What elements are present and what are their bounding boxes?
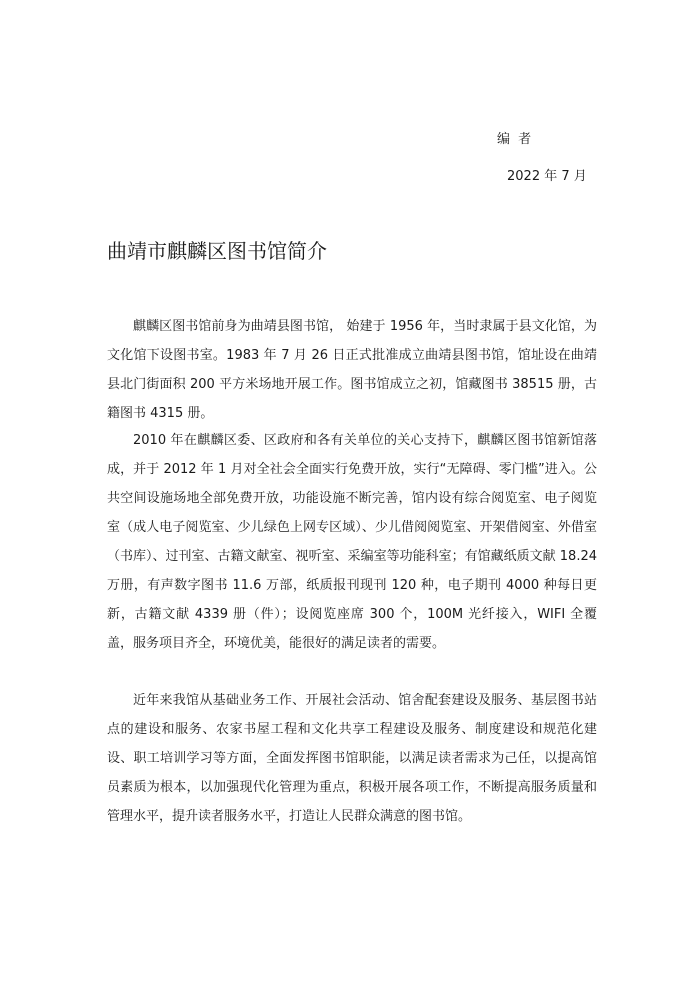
paragraph-history: 麒麟区图书馆前身为曲靖县图书馆， 始建于 1956 年，当时隶属于县文化馆，为文化馆下设图书室。1983 年 7 月 26 日正式批准成立曲靖县图书馆，馆址设在曲靖县北门街面积 200 平方米场地开展工作。图书馆成立之初，馆藏图书 38515 册，古籍图书 4315 册。 xyxy=(107,319,597,421)
paragraph-new-library: 2010 年在麒麟区委、区政府和各有关单位的关心支持下，麒麟区图书馆新馆落成，并于 2012 年 1 月对全社会全面实行免费开放，实行“无障碍、零门槛”进入。公共空间设施场地全部免费开放，功能设施不断完善，馆内设有综合阅览室、电子阅览室（成人电子阅览室、少儿绿色上网专区域）、少儿借阅阅览室、开架借阅室、外借室（书库）、过刊室、古籍文献室、视听室、采编室等功能科室；有馆藏纸质文献 18.24 万册，有声数字图书 11.6 万部，纸质报刊现刊 120 种，电子期刊 4000 种每日更新，古籍文献 4339 册（件）；设阅览座席 300 个，100M 光纤接入，WIFI 全覆盖，服务项目齐全，环境优美，能很好的满足读者的需要。 xyxy=(107,433,597,651)
signature-editor: 编 者 xyxy=(497,132,534,147)
signature-date: 2022 年 7 月 xyxy=(507,169,587,184)
document-title: 曲靖市麒麟区图书馆简介 xyxy=(107,239,327,263)
paragraph-recent-work: 近年来我馆从基础业务工作、开展社会活动、馆舍配套建设及服务、基层图书站点的建设和服务、农家书屋工程和文化共享工程建设及服务、制度建设和规范化建设、职工培训学习等方面，全面发挥图书馆职能，以满足读者需求为己任，以提高馆员素质为根本，以加强现代化管理为重点，积极开展各项工作，不断提高服务质量和管理水平，提升读者服务水平，打造让人民群众满意的图书馆。 xyxy=(107,693,597,824)
